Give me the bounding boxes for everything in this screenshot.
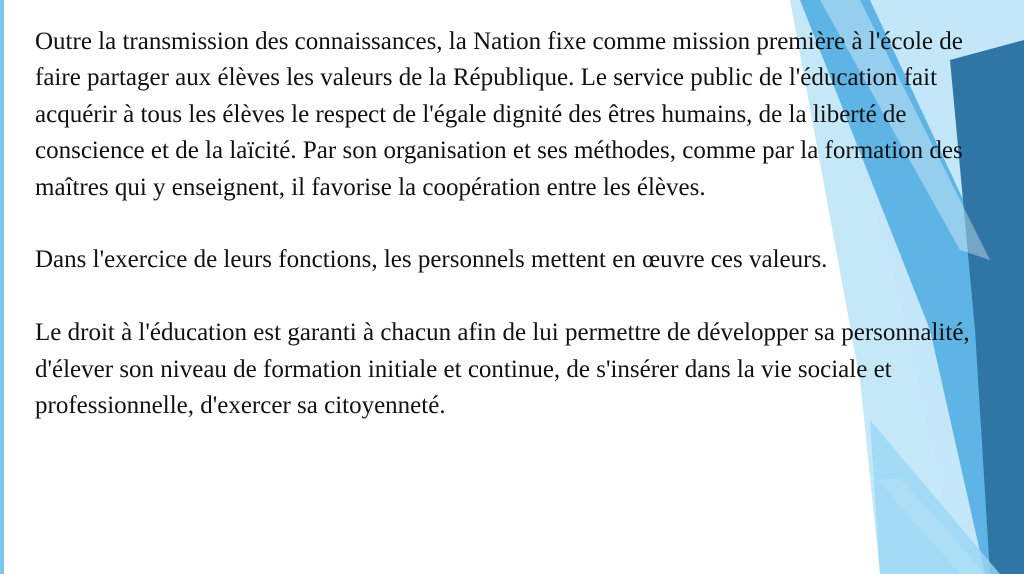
paragraph-droit: Le droit à l'éducation est garanti à chacun afin de lui permettre de développer sa personnalité, d'élever son niveau de formation initiale et continue, de s'insérer dans la vie sociale et professionnelle, d'exercer sa citoyenneté.	[35, 319, 970, 420]
paragraph-mission: Outre la transmission des connaissances, la Nation fixe comme mission première à l'école de faire partager aux élèves les valeurs de la République. Le service public de l'éducation fait acquérir à tous les élèves le respect de l'égale dignité des êtres humains, de la liberté de conscience et de la laïcité. Par son organisation et ses méthodes, comme par la formation des maîtres qui y enseignent, il favorise la coopération entre les élèves.	[35, 28, 963, 201]
paragraph-personnels: Dans l'exercice de leurs fonctions, les personnels mettent en œuvre ces valeurs.	[35, 246, 828, 274]
body-text	[35, 24, 995, 424]
